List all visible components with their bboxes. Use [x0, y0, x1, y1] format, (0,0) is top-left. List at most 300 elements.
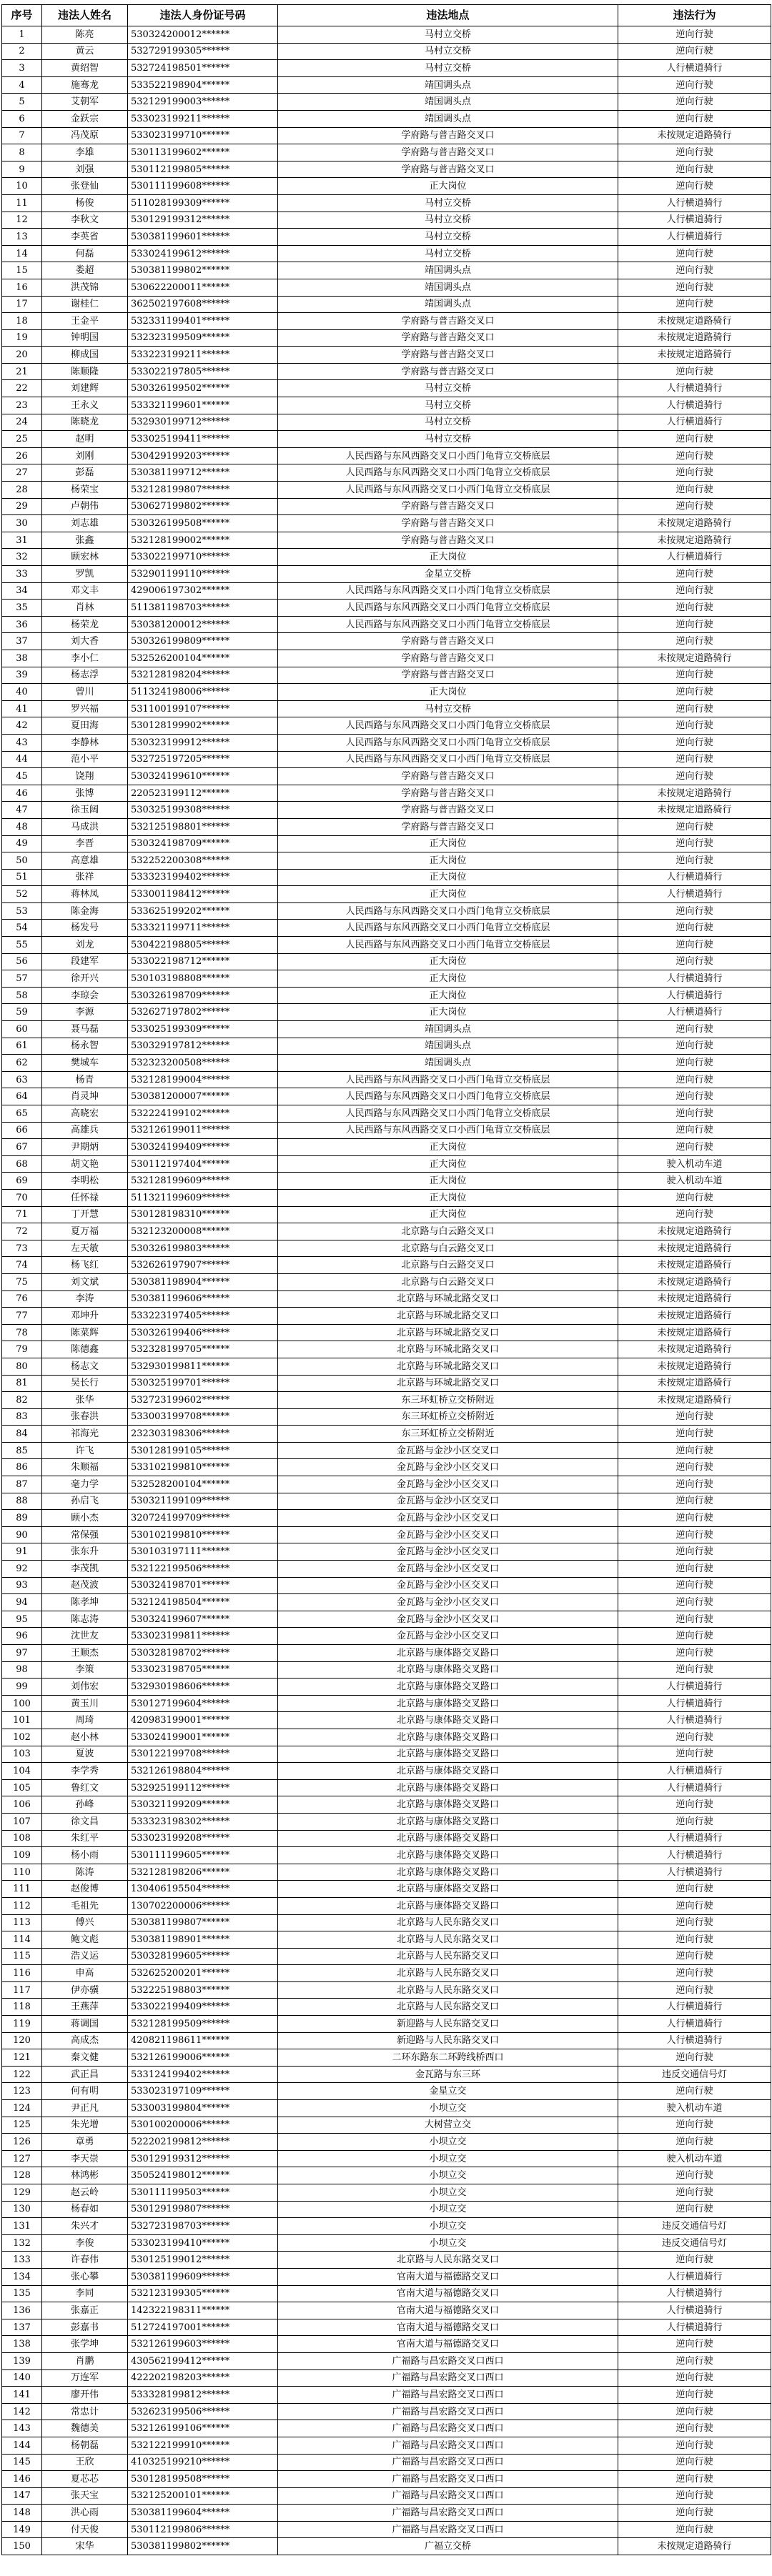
row-number: 15 — [2, 262, 42, 279]
violation-type: 逆向行驶 — [618, 245, 771, 262]
id-number: 530112199805****** — [128, 161, 278, 178]
violator-name: 左天敏 — [42, 1240, 128, 1257]
violation-location: 新迎路与人民东路交叉口 — [278, 2032, 618, 2049]
table-row — [2, 2487, 771, 2505]
violator-name: 杨飞红 — [42, 1257, 128, 1274]
violation-location: 正大岗位 — [278, 987, 618, 1004]
violator-name: 李同 — [42, 2285, 128, 2302]
violation-location: 北京路与康体路交叉路口 — [278, 1796, 618, 1814]
violator-name: 陈志涛 — [42, 1611, 128, 1628]
violation-type: 逆向行驶 — [618, 144, 771, 161]
violator-name: 邓坤升 — [42, 1308, 128, 1325]
table-row — [2, 1645, 771, 1662]
id-number: 532128199509****** — [128, 2016, 278, 2033]
table-row — [2, 2201, 771, 2218]
violator-name: 张博 — [42, 785, 128, 802]
row-number: 49 — [2, 835, 42, 852]
violation-location: 学府路与普吉路交叉口 — [278, 785, 618, 802]
violation-location: 北京路与白云路交叉口 — [278, 1240, 618, 1257]
violation-type: 逆向行驶 — [618, 296, 771, 313]
id-number: 532723198703****** — [128, 2218, 278, 2235]
id-number: 530129199312****** — [128, 2150, 278, 2167]
table-row — [2, 2100, 771, 2117]
row-number: 139 — [2, 2352, 42, 2369]
violator-name: 杨青 — [42, 1071, 128, 1088]
header-violation-location: 违法地点 — [278, 5, 618, 26]
header-violation-type: 违法行为 — [618, 5, 771, 26]
id-number: 532930198606****** — [128, 1679, 278, 1696]
violation-location: 人民西路与东风西路交叉口小西门龟背立交桥底层 — [278, 1105, 618, 1123]
row-number: 32 — [2, 549, 42, 566]
violation-location: 学府路与普吉路交叉口 — [278, 161, 618, 178]
id-number: 350524198012****** — [128, 2167, 278, 2184]
table-row — [2, 1679, 771, 1696]
violator-name: 柳成国 — [42, 347, 128, 364]
violator-name: 谢桂仁 — [42, 296, 128, 313]
table-row — [2, 194, 771, 212]
table-row — [2, 464, 771, 482]
violation-type: 人行横道骑行 — [618, 2285, 771, 2302]
table-row — [2, 127, 771, 144]
violation-type: 逆向行驶 — [618, 1965, 771, 1982]
table-row — [2, 768, 771, 785]
violation-type: 逆向行驶 — [618, 1408, 771, 1426]
row-number: 62 — [2, 1055, 42, 1072]
violator-name: 夏万福 — [42, 1223, 128, 1240]
violation-type: 逆向行驶 — [618, 600, 771, 617]
table-row — [2, 1611, 771, 1628]
violation-location: 北京路与康体路交叉路口 — [278, 1763, 618, 1780]
row-number: 44 — [2, 751, 42, 768]
violation-type: 逆向行驶 — [618, 2420, 771, 2437]
violation-location: 北京路与康体路交叉路口 — [278, 1679, 618, 1696]
violation-type: 逆向行驶 — [618, 1105, 771, 1123]
violation-type: 人行横道骑行 — [618, 2016, 771, 2033]
violation-type: 人行横道骑行 — [618, 2268, 771, 2285]
violation-type: 未按规定道路骑行 — [618, 1273, 771, 1291]
table-row — [2, 937, 771, 954]
violation-type: 逆向行驶 — [618, 1543, 771, 1561]
row-number: 23 — [2, 397, 42, 414]
violator-name: 陈金海 — [42, 902, 128, 920]
table-row — [2, 296, 771, 313]
violator-name: 张学坤 — [42, 2336, 128, 2353]
violator-name: 杨志浮 — [42, 667, 128, 684]
row-number: 42 — [2, 717, 42, 735]
violation-type: 逆向行驶 — [618, 279, 771, 296]
violation-location: 北京路与环城北路交叉口 — [278, 1358, 618, 1375]
table-row — [2, 1038, 771, 1055]
violator-name: 饶翔 — [42, 768, 128, 785]
row-number: 36 — [2, 616, 42, 633]
violation-location: 北京路与康体路交叉路口 — [278, 1645, 618, 1662]
violation-location: 正大岗位 — [278, 852, 618, 870]
id-number: 362502197608****** — [128, 296, 278, 313]
violator-name: 王永义 — [42, 397, 128, 414]
violation-location: 北京路与康体路交叉路口 — [278, 1779, 618, 1796]
row-number: 137 — [2, 2319, 42, 2336]
violation-type: 逆向行驶 — [618, 1611, 771, 1628]
violator-name: 秦文健 — [42, 2049, 128, 2067]
violator-name: 杨荣龙 — [42, 616, 128, 633]
violation-type: 逆向行驶 — [618, 178, 771, 195]
row-number: 29 — [2, 498, 42, 515]
violation-location: 正大岗位 — [278, 1206, 618, 1223]
violation-location: 北京路与康体路交叉路口 — [278, 1712, 618, 1729]
violation-location: 正大岗位 — [278, 549, 618, 566]
violator-name: 许春伟 — [42, 2252, 128, 2269]
violator-name: 曾川 — [42, 684, 128, 701]
table-row — [2, 1223, 771, 1240]
violation-type: 逆向行驶 — [618, 1189, 771, 1206]
id-number: 533001198412****** — [128, 886, 278, 903]
violation-type: 驶入机动车道 — [618, 1173, 771, 1190]
violator-name: 肖林 — [42, 600, 128, 617]
row-number: 61 — [2, 1038, 42, 1055]
violator-name: 马成洪 — [42, 818, 128, 835]
violation-type: 逆向行驶 — [618, 2336, 771, 2353]
violator-name: 尹期炳 — [42, 1139, 128, 1156]
violator-name: 夏田海 — [42, 717, 128, 735]
violation-location: 人民西路与东风西路交叉口小西门龟背立交桥底层 — [278, 1071, 618, 1088]
violation-location: 马村立交桥 — [278, 60, 618, 77]
id-number: 530429199203****** — [128, 447, 278, 464]
table-row — [2, 2184, 771, 2202]
violation-location: 北京路与康体路交叉路口 — [278, 1847, 618, 1864]
violator-name: 刘刚 — [42, 447, 128, 464]
table-row — [2, 1796, 771, 1814]
id-number: 530112197404****** — [128, 1155, 278, 1173]
row-number: 41 — [2, 700, 42, 717]
violation-type: 未按规定道路骑行 — [618, 2538, 771, 2555]
id-number: 232303198306****** — [128, 1426, 278, 1443]
id-number: 532128199807****** — [128, 482, 278, 499]
id-number: 410325199210****** — [128, 2454, 278, 2471]
violation-type: 逆向行驶 — [618, 1038, 771, 1055]
id-number: 530328198702****** — [128, 1645, 278, 1662]
violation-location: 北京路与康体路交叉路口 — [278, 1897, 618, 1914]
table-row — [2, 1526, 771, 1543]
violator-name: 祁海光 — [42, 1426, 128, 1443]
violation-location: 学府路与普吉路交叉口 — [278, 650, 618, 667]
violation-location: 金瓦路与金沙小区交叉口 — [278, 1493, 618, 1510]
id-number: 532729199305****** — [128, 43, 278, 60]
row-number: 124 — [2, 2100, 42, 2117]
violation-type: 逆向行驶 — [618, 1746, 771, 1763]
row-number: 75 — [2, 1273, 42, 1291]
violation-type: 逆向行驶 — [618, 464, 771, 482]
violator-name: 李英省 — [42, 229, 128, 246]
violation-location: 广福路与昌宏路交叉口西口 — [278, 2420, 618, 2437]
table-row — [2, 1914, 771, 1931]
violation-location: 东三环虹桥立交桥附近 — [278, 1408, 618, 1426]
row-number: 150 — [2, 2538, 42, 2555]
id-number: 530100200006****** — [128, 2117, 278, 2134]
violation-location: 人民西路与东风西路交叉口小西门龟背立交桥底层 — [278, 920, 618, 937]
table-row — [2, 347, 771, 364]
table-row — [2, 1189, 771, 1206]
id-number: 532122199910****** — [128, 2437, 278, 2454]
violations-table — [1, 4, 771, 2555]
violation-type: 人行横道骑行 — [618, 1830, 771, 1847]
violation-type: 逆向行驶 — [618, 2487, 771, 2505]
violator-name: 章勇 — [42, 2134, 128, 2151]
table-row — [2, 279, 771, 296]
violation-type: 人行横道骑行 — [618, 1847, 771, 1864]
id-number: 532323199509****** — [128, 329, 278, 347]
table-row — [2, 953, 771, 970]
row-number: 125 — [2, 2117, 42, 2134]
violation-type: 逆向行驶 — [618, 1729, 771, 1746]
row-number: 50 — [2, 852, 42, 870]
table-row — [2, 684, 771, 701]
row-number: 52 — [2, 886, 42, 903]
violation-type: 逆向行驶 — [618, 1459, 771, 1476]
id-number: 533024199001****** — [128, 1729, 278, 1746]
row-number: 54 — [2, 920, 42, 937]
violator-name: 黄云 — [42, 43, 128, 60]
violation-type: 逆向行驶 — [618, 2252, 771, 2269]
table-row — [2, 2218, 771, 2235]
row-number: 109 — [2, 1847, 42, 1864]
violator-name: 刘建辉 — [42, 380, 128, 397]
table-row — [2, 1729, 771, 1746]
table-row — [2, 2252, 771, 2269]
row-number: 107 — [2, 1813, 42, 1830]
row-number: 4 — [2, 76, 42, 94]
violation-type: 驶入机动车道 — [618, 2100, 771, 2117]
table-row — [2, 1442, 771, 1459]
row-number: 78 — [2, 1324, 42, 1341]
violation-type: 逆向行驶 — [618, 684, 771, 701]
violation-location: 北京路与康体路交叉路口 — [278, 1661, 618, 1679]
violation-location: 北京路与康体路交叉路口 — [278, 1729, 618, 1746]
row-number: 91 — [2, 1543, 42, 1561]
table-row — [2, 1257, 771, 1274]
violation-location: 金瓦路与金沙小区交叉口 — [278, 1510, 618, 1527]
id-number: 533023199811****** — [128, 1628, 278, 1645]
violator-name: 李晋 — [42, 835, 128, 852]
id-number: 530326199502****** — [128, 380, 278, 397]
id-number: 530324199607****** — [128, 1611, 278, 1628]
row-number: 85 — [2, 1442, 42, 1459]
violation-type: 未按规定道路骑行 — [618, 1223, 771, 1240]
violation-type: 逆向行驶 — [618, 1813, 771, 1830]
table-row — [2, 1628, 771, 1645]
violator-name: 肖鹏 — [42, 2352, 128, 2369]
id-number: 530324200012****** — [128, 26, 278, 44]
id-number: 511028199309****** — [128, 194, 278, 212]
table-row — [2, 2234, 771, 2252]
violation-location: 广福路与昌宏路交叉口西口 — [278, 2403, 618, 2420]
violator-name: 陈涛 — [42, 1864, 128, 1881]
violator-name: 丁开慧 — [42, 1206, 128, 1223]
violator-name: 徐开兴 — [42, 970, 128, 988]
violation-type: 逆向行驶 — [618, 2369, 771, 2387]
violator-name: 傅兴 — [42, 1914, 128, 1931]
violation-type: 逆向行驶 — [618, 1948, 771, 1965]
row-number: 118 — [2, 1999, 42, 2016]
table-row — [2, 1931, 771, 1949]
table-row — [2, 987, 771, 1004]
violation-type: 人行横道骑行 — [618, 2032, 771, 2049]
table-row — [2, 43, 771, 60]
row-number: 30 — [2, 515, 42, 532]
table-row — [2, 582, 771, 600]
row-number: 34 — [2, 582, 42, 600]
violation-type: 人行横道骑行 — [618, 397, 771, 414]
id-number: 532126198804****** — [128, 1763, 278, 1780]
row-number: 70 — [2, 1189, 42, 1206]
violator-name: 毛祖先 — [42, 1897, 128, 1914]
table-row — [2, 2521, 771, 2538]
row-number: 57 — [2, 970, 42, 988]
table-row — [2, 2117, 771, 2134]
violation-type: 逆向行驶 — [618, 2352, 771, 2369]
violator-name: 范小平 — [42, 751, 128, 768]
violation-location: 马村立交桥 — [278, 229, 618, 246]
violation-location: 人民西路与东风西路交叉口小西门龟背立交桥底层 — [278, 600, 618, 617]
violation-type: 未按规定道路骑行 — [618, 650, 771, 667]
table-row — [2, 1847, 771, 1864]
id-number: 430562199412****** — [128, 2352, 278, 2369]
violation-location: 官南大道与福德路交叉口 — [278, 2268, 618, 2285]
table-row — [2, 2336, 771, 2353]
table-row — [2, 76, 771, 94]
id-number: 532224199102****** — [128, 1105, 278, 1123]
violation-location: 人民西路与东风西路交叉口小西门龟背立交桥底层 — [278, 937, 618, 954]
id-number: 532723199602****** — [128, 1392, 278, 1409]
violator-name: 彭嘉书 — [42, 2319, 128, 2336]
table-row — [2, 970, 771, 988]
table-row — [2, 835, 771, 852]
row-number: 39 — [2, 667, 42, 684]
violation-type: 未按规定道路骑行 — [618, 347, 771, 364]
table-row — [2, 869, 771, 886]
row-number: 18 — [2, 313, 42, 330]
id-number: 530325199701****** — [128, 1375, 278, 1392]
violation-location: 广福路与昌宏路交叉口西口 — [278, 2454, 618, 2471]
violation-type: 逆向行驶 — [618, 1122, 771, 1139]
violation-type: 人行横道骑行 — [618, 1712, 771, 1729]
row-number: 84 — [2, 1426, 42, 1443]
row-number: 40 — [2, 684, 42, 701]
violation-type: 逆向行驶 — [618, 2201, 771, 2218]
violation-location: 小坝立交 — [278, 2100, 618, 2117]
violation-type: 逆向行驶 — [618, 1897, 771, 1914]
row-number: 74 — [2, 1257, 42, 1274]
violator-name: 浩义运 — [42, 1948, 128, 1965]
violation-location: 人民西路与东风西路交叉口小西门龟背立交桥底层 — [278, 902, 618, 920]
violation-location: 靖国调头点 — [278, 76, 618, 94]
table-row — [2, 178, 771, 195]
violator-name: 刘伟宏 — [42, 1679, 128, 1696]
violation-type: 未按规定道路骑行 — [618, 1240, 771, 1257]
violation-location: 人民西路与东风西路交叉口小西门龟背立交桥底层 — [278, 734, 618, 751]
violation-type: 逆向行驶 — [618, 835, 771, 852]
violator-name: 付天俊 — [42, 2521, 128, 2538]
row-number: 144 — [2, 2437, 42, 2454]
violator-name: 李天崇 — [42, 2150, 128, 2167]
violation-type: 逆向行驶 — [618, 161, 771, 178]
violation-location: 官南大道与福德路交叉口 — [278, 2302, 618, 2319]
table-row — [2, 1746, 771, 1763]
violation-type: 逆向行驶 — [618, 566, 771, 583]
violation-location: 正大岗位 — [278, 1173, 618, 1190]
id-number: 530381199802****** — [128, 2538, 278, 2555]
violation-location: 马村立交桥 — [278, 700, 618, 717]
violator-name: 聂马磊 — [42, 1021, 128, 1038]
row-number: 148 — [2, 2505, 42, 2522]
violator-name: 鲁红文 — [42, 1779, 128, 1796]
id-number: 532925199112****** — [128, 1779, 278, 1796]
row-number: 88 — [2, 1493, 42, 1510]
id-number: 530627199802****** — [128, 498, 278, 515]
violation-type: 人行横道骑行 — [618, 1999, 771, 2016]
id-number: 530329197812****** — [128, 1038, 278, 1055]
row-number: 121 — [2, 2049, 42, 2067]
violator-name: 张嘉正 — [42, 2302, 128, 2319]
row-number: 104 — [2, 1763, 42, 1780]
id-number: 532323200508****** — [128, 1055, 278, 1072]
violation-location: 学府路与普吉路交叉口 — [278, 144, 618, 161]
violation-type: 逆向行驶 — [618, 1206, 771, 1223]
table-row — [2, 1358, 771, 1375]
violation-type: 未按规定道路骑行 — [618, 515, 771, 532]
row-number: 35 — [2, 600, 42, 617]
violator-name: 李茂凯 — [42, 1561, 128, 1578]
id-number: 532126199006****** — [128, 2049, 278, 2067]
row-number: 146 — [2, 2471, 42, 2488]
row-number: 93 — [2, 1577, 42, 1594]
table-row — [2, 785, 771, 802]
row-number: 21 — [2, 363, 42, 380]
violator-name: 高雄兵 — [42, 1122, 128, 1139]
table-row — [2, 1273, 771, 1291]
id-number: 533102199810****** — [128, 1459, 278, 1476]
violation-type: 逆向行驶 — [618, 2454, 771, 2471]
violation-type: 逆向行驶 — [618, 1526, 771, 1543]
id-number: 532328199705****** — [128, 1341, 278, 1358]
violation-type: 逆向行驶 — [618, 734, 771, 751]
violator-name: 朱红平 — [42, 1830, 128, 1847]
violator-name: 罗兴福 — [42, 700, 128, 717]
table-row — [2, 566, 771, 583]
violator-name: 杨永智 — [42, 1038, 128, 1055]
violator-name: 赵小林 — [42, 1729, 128, 1746]
id-number: 320724199709****** — [128, 1510, 278, 1527]
table-row — [2, 110, 771, 127]
violation-type: 人行横道骑行 — [618, 1779, 771, 1796]
violation-type: 逆向行驶 — [618, 768, 771, 785]
id-number: 530103197111****** — [128, 1543, 278, 1561]
violator-name: 张华 — [42, 1392, 128, 1409]
row-number: 25 — [2, 431, 42, 448]
violation-location: 靖国调头点 — [278, 1055, 618, 1072]
violator-name: 李源 — [42, 1004, 128, 1021]
table-row — [2, 329, 771, 347]
violation-type: 违反交通信号灯 — [618, 2066, 771, 2083]
row-number: 123 — [2, 2083, 42, 2100]
row-number: 133 — [2, 2252, 42, 2269]
table-row — [2, 431, 771, 448]
violation-type: 逆向行驶 — [618, 2387, 771, 2404]
row-number: 111 — [2, 1881, 42, 1898]
id-number: 530128199508****** — [128, 2471, 278, 2488]
table-row — [2, 1105, 771, 1123]
violator-name: 何磊 — [42, 245, 128, 262]
violation-location: 北京路与白云路交叉口 — [278, 1273, 618, 1291]
